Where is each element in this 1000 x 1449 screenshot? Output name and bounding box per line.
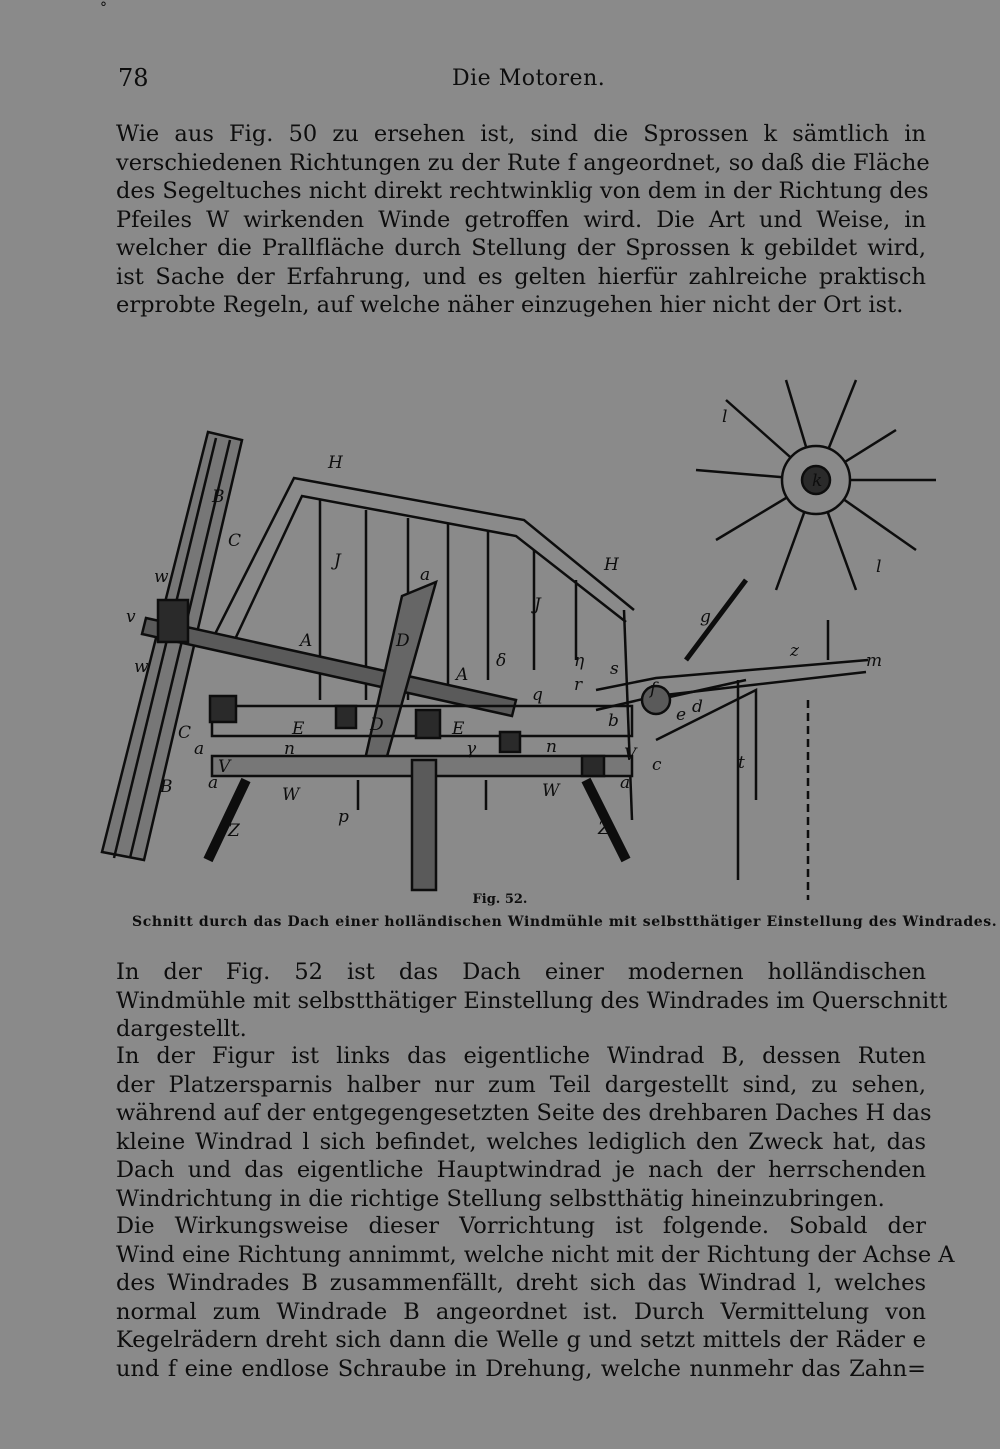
- text-line: verschiedenen Richtungen zu der Rute f angeordnet, so daß die Fläche: [116, 149, 930, 176]
- label-r: r: [574, 675, 583, 695]
- tail-beam: [596, 660, 868, 690]
- label-k: k: [812, 471, 823, 491]
- paragraph-4: [116, 1212, 955, 1383]
- label-gamma: γ: [466, 739, 477, 759]
- label-delta: δ: [496, 651, 507, 671]
- label-w: w: [134, 657, 149, 677]
- label-c: C: [228, 531, 242, 551]
- label-l: l: [876, 557, 882, 577]
- page-number: 78: [118, 64, 149, 92]
- figure-number: Fig. 52.: [472, 892, 528, 907]
- label-m: m: [866, 651, 883, 671]
- label-a-axle: A: [456, 665, 469, 685]
- text-line: normal zum Windrade B angeordnet ist. Durch Vermittelung von: [116, 1298, 926, 1325]
- text-line: ist Sache der Erfahrung, und es gelten hierfür zahlreiche praktisch: [116, 263, 926, 290]
- text-line: In der Figur ist links das eigentliche Windrad B, dessen Ruten: [116, 1043, 926, 1069]
- label-e: E: [292, 719, 305, 739]
- windmill-roof-section-figure: [96, 360, 946, 900]
- text-line: Wind eine Richtung annimmt, welche nicht mit der Richtung der Achse A: [116, 1241, 955, 1268]
- label-z: Z: [598, 819, 610, 839]
- text-line: Pfeiles W wirkenden Winde getroffen wird. Die Art und Weise, in: [116, 206, 926, 233]
- label-s: s: [610, 659, 619, 679]
- running-head: Die Motoren.: [452, 66, 606, 91]
- label-v: v: [126, 607, 136, 627]
- label-f: f: [650, 679, 657, 699]
- text-line: erprobte Regeln, auf welche näher einzugehen hier nicht der Ort ist.: [116, 292, 904, 318]
- label-z-lower: z: [790, 641, 799, 661]
- text-line: welcher die Prallfläche durch Stellung der Sprossen k gebildet wird,: [116, 235, 926, 261]
- text-line: und f eine endlose Schraube in Drehung, welche nunmehr das Zahn=: [116, 1355, 926, 1382]
- block: [336, 706, 356, 728]
- text-line: während auf der entgegengesetzten Seite des drehbaren Daches H das: [116, 1100, 932, 1126]
- tail-beam: [596, 672, 866, 710]
- text-line: Die Wirkungsweise dieser Vorrichtung ist folgende. Sobald der: [116, 1213, 926, 1239]
- label-a: a: [194, 739, 205, 759]
- label-d: D: [370, 715, 384, 735]
- block: [416, 710, 440, 738]
- label-b: B: [212, 487, 225, 507]
- label-a: a: [420, 565, 431, 585]
- label-z: Z: [228, 821, 240, 841]
- label-n: n: [284, 739, 295, 759]
- label-b-lower: b: [608, 711, 619, 731]
- label-j: J: [334, 551, 341, 571]
- text-line: kleine Windrad l sich befindet, welches lediglich den Zweck hat, das: [116, 1128, 926, 1155]
- text-line: Wie aus Fig. 50 zu ersehen ist, sind die Sprossen k sämtlich in: [116, 121, 926, 147]
- text-line: In der Fig. 52 ist das Dach einer modernen holländischen: [116, 959, 926, 985]
- label-p: p: [338, 807, 349, 827]
- paragraph-3: [116, 1042, 932, 1213]
- text-line: des Windrades B zusammenfällt, dreht sich das Windrad l, welches: [116, 1270, 926, 1296]
- bracket: [656, 690, 756, 800]
- label-h: H: [328, 453, 343, 473]
- label-w-upper: W: [282, 785, 300, 805]
- label-v-upper: V: [624, 745, 637, 765]
- label-l: l: [722, 407, 728, 427]
- label-j: J: [534, 595, 541, 615]
- label-n: n: [546, 737, 557, 757]
- text-line: Windmühle mit selbstthätiger Einstellung des Windrades im Querschnitt: [116, 987, 948, 1014]
- label-c-lower: c: [652, 755, 662, 775]
- label-w-upper: W: [542, 781, 560, 801]
- label-c: C: [178, 723, 192, 743]
- shaft-g-upper: [686, 580, 746, 660]
- label-v-upper: V: [218, 757, 231, 777]
- label-eta: η: [574, 651, 585, 671]
- block: [582, 756, 604, 776]
- label-q: q: [532, 685, 543, 705]
- figure-caption: Schnitt durch das Dach einer holländischen Windmühle mit selbstthätiger Einstellung des Windrades.: [132, 914, 998, 930]
- label-d-lower: d: [692, 697, 703, 717]
- label-a: a: [208, 773, 219, 793]
- label-e: E: [452, 719, 465, 739]
- text-line: des Segeltuches nicht direkt rechtwinklig von dem in der Richtung des: [116, 178, 929, 204]
- paragraph-2: [116, 958, 948, 1044]
- block: [500, 732, 520, 752]
- label-a: a: [620, 773, 631, 793]
- label-t: t: [738, 753, 745, 773]
- text-line: Kegelrädern dreht sich dann die Welle g und setzt mittels der Räder e: [116, 1327, 926, 1353]
- label-h: H: [604, 555, 619, 575]
- text-line: Dach und das eigentliche Hauptwindrad je nach der herrschenden: [116, 1157, 926, 1183]
- label-w: w: [154, 567, 169, 587]
- text-line: Windrichtung in die richtige Stellung selbstthätig hineinzubringen.: [116, 1185, 885, 1212]
- text-line: der Platzersparnis halber nur zum Teil dargestellt sind, zu sehen,: [116, 1071, 926, 1098]
- text-line: dargestellt.: [116, 1016, 247, 1042]
- paragraph-1: [116, 120, 930, 320]
- block: [210, 696, 236, 722]
- label-a-axle: A: [300, 631, 313, 651]
- label-e-lower: e: [676, 705, 687, 725]
- label-g: g: [700, 607, 711, 627]
- label-b: B: [160, 777, 173, 797]
- top-mark: °: [100, 0, 107, 16]
- label-d: D: [396, 631, 410, 651]
- hub-block: [158, 600, 188, 642]
- king-post: [412, 760, 436, 890]
